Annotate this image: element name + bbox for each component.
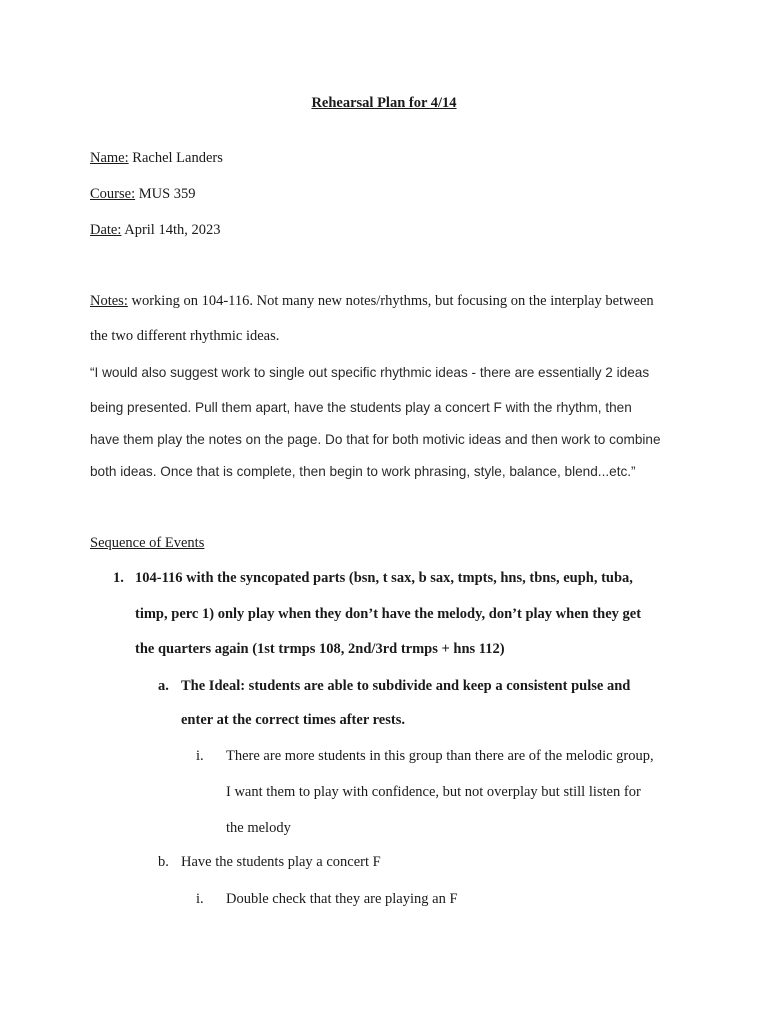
notes-label: Notes: — [90, 293, 128, 309]
subsubitem-line: There are more students in this group than there are of the melodic group, — [226, 748, 654, 764]
date-field — [90, 220, 221, 240]
course-label: Course: — [90, 186, 136, 202]
quote-line: both ideas. Once that is complete, then begin to work phrasing, style, balance, blend...etc.” — [90, 464, 636, 479]
name-label: Name: — [90, 150, 129, 166]
subsubitem-marker: i. — [196, 891, 204, 907]
item-line: timp, perc 1) only play when they don’t have the melody, don’t play when they get — [135, 606, 642, 622]
notes-line: working on 104-116. Not many new notes/rhythms, but focusing on the interplay between — [127, 293, 654, 309]
subsubitem-line: the melody — [226, 820, 291, 836]
sequence-heading: Sequence of Events — [90, 535, 205, 551]
quote-line: have them play the notes on the page. Do that for both motivic ideas and then work to combine — [90, 432, 661, 447]
subitem-line: The Ideal: students are able to subdivide and keep a consistent pulse and — [181, 678, 631, 694]
item-number: 1. — [113, 570, 124, 586]
name-field — [90, 148, 223, 168]
quote-line: being presented. Pull them apart, have the students play a concert F with the rhythm, then — [90, 400, 632, 415]
subitem-marker: a. — [158, 678, 169, 694]
quote-line: “I would also suggest work to single out specific rhythmic ideas - there are essentially 2 ideas — [90, 365, 650, 380]
course-value: MUS 359 — [135, 186, 196, 202]
name-value: Rachel Landers — [128, 150, 223, 166]
page-title: Rehearsal Plan for 4/14 — [311, 95, 457, 111]
subitem-line: enter at the correct times after rests. — [181, 712, 405, 728]
date-label: Date: — [90, 222, 122, 238]
subitem-marker: b. — [158, 854, 169, 870]
course-field — [90, 184, 196, 204]
subsubitem-line: Double check that they are playing an F — [226, 891, 458, 907]
subitem-line: Have the students play a concert F — [181, 854, 381, 870]
subsubitem-line: I want them to play with confidence, but not overplay but still listen for — [226, 784, 641, 800]
notes-paragraph — [90, 291, 654, 311]
date-value: April 14th, 2023 — [121, 222, 221, 238]
item-line: the quarters again (1st trmps 108, 2nd/3rd trmps + hns 112) — [135, 641, 505, 657]
item-line: 104-116 with the syncopated parts (bsn, t sax, b sax, tmpts, hns, tbns, euph, tuba, — [135, 570, 633, 586]
notes-line: the two different rhythmic ideas. — [90, 328, 280, 344]
subsubitem-marker: i. — [196, 748, 204, 764]
